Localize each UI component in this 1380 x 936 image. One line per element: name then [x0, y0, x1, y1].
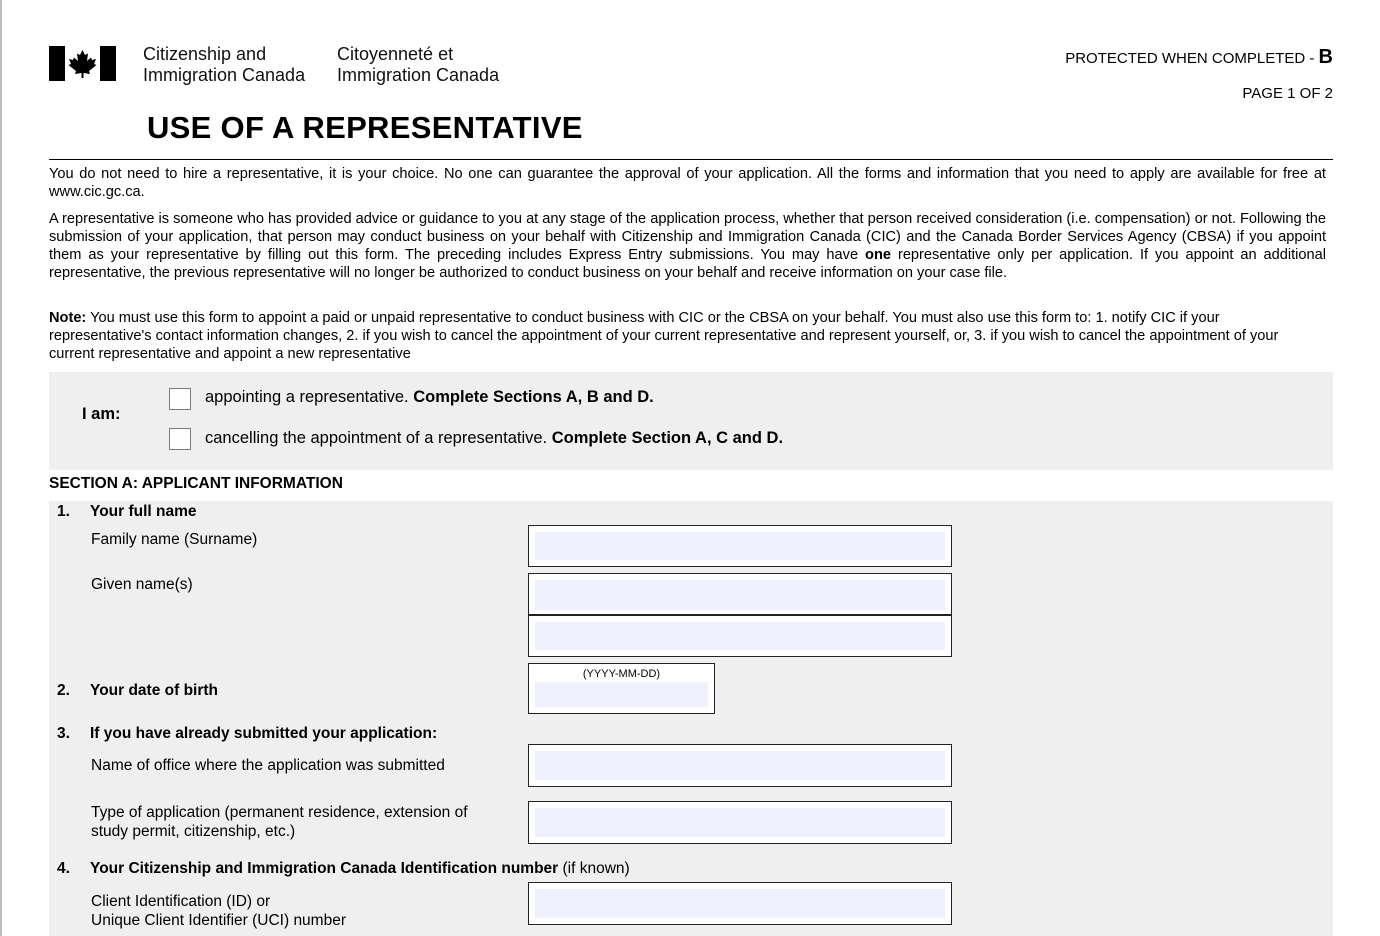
q3-number: 3. [57, 725, 70, 742]
q3-title: If you have already submitted your application: [90, 725, 438, 742]
client-id-label-line1: Client Identification (ID) or [91, 893, 271, 910]
family-name-field [528, 525, 952, 567]
application-type-label [91, 803, 468, 841]
application-type-input[interactable] [535, 808, 945, 837]
applicant-choice-panel [49, 372, 1333, 470]
option1-bold: Complete Sections A, B and D. [413, 388, 654, 406]
intro-paragraph-2 [49, 210, 1326, 282]
title-divider [49, 159, 1333, 160]
cancelling-option-label [205, 429, 783, 448]
q4-title-suffix: (if known) [558, 860, 630, 877]
client-id-label [91, 892, 346, 930]
client-id-input[interactable] [535, 889, 945, 918]
dob-format-hint: (YYYY-MM-DD) [582, 668, 661, 680]
option2-text: cancelling the appointment of a representative. [205, 429, 552, 447]
dept-fr-line2: Immigration Canada [337, 65, 500, 85]
q4-title-text: Your Citizenship and Immigration Canada Identification number [90, 860, 559, 877]
para2-bold: one [865, 247, 891, 263]
page-indicator: PAGE 1 OF 2 [1242, 85, 1333, 102]
q4-title [90, 860, 630, 878]
section-a-heading: SECTION A: APPLICANT INFORMATION [49, 475, 343, 492]
office-label: Name of office where the application was submitted [91, 757, 445, 774]
client-id-label-line2: Unique Client Identifier (UCI) number [91, 912, 346, 929]
office-field [528, 744, 952, 787]
q4-number: 4. [57, 860, 70, 877]
given-names-input-2[interactable] [535, 622, 945, 650]
dept-en-line1: Citizenship and [143, 44, 267, 64]
application-type-field [528, 801, 952, 844]
given-names-label: Given name(s) [91, 576, 193, 593]
page-left-edge [0, 0, 2, 936]
app-type-label-line1: Type of application (permanent residence, extension of [91, 804, 468, 821]
protected-notice [1065, 46, 1333, 69]
app-type-label-line2: study permit, citizenship, etc.) [91, 823, 296, 840]
q1-title: Your full name [90, 503, 197, 520]
form-title: USE OF A REPRESENTATIVE [147, 110, 583, 145]
para2-part-b: representative only per application. If you appoint an additional representative, the previous representative will no longer be authorized to conduct business on your behalf and receive information on your case file. [49, 247, 1326, 281]
q2-title: Your date of birth [90, 682, 219, 699]
client-id-field [528, 882, 952, 925]
protected-level: B [1318, 46, 1333, 68]
given-names-field [528, 573, 952, 657]
date-of-birth-input[interactable] [535, 682, 708, 707]
appointing-checkbox[interactable] [169, 388, 191, 410]
note-text: You must use this form to appoint a paid or unpaid representative to conduct business with CIC or the CBSA on your behalf. You must also use this form to: 1. notify CIC if your representative's contact information changes, 2. if you wish to cancel the appointment of your current representative and represent yourself, or, 3. if you wish to cancel the appointment of your current representative and appoint a new representative [49, 310, 1279, 362]
dept-fr-line1: Citoyenneté et [337, 44, 454, 64]
option2-bold: Complete Section A, C and D. [551, 429, 784, 447]
office-input[interactable] [535, 751, 945, 780]
intro-paragraph-1: You do not need to hire a representative, it is your choice. No one can guarantee the approval of your application. All the forms and information that you need to apply are available for free at www.cic.gc.ca. [49, 166, 1326, 200]
cancelling-checkbox[interactable] [169, 428, 191, 450]
family-name-label: Family name (Surname) [91, 531, 258, 548]
protected-label: PROTECTED WHEN COMPLETED - [1065, 50, 1319, 67]
q1-number: 1. [57, 503, 70, 520]
q2-number: 2. [57, 682, 70, 699]
given-names-input-1[interactable] [535, 580, 945, 610]
note-paragraph [49, 309, 1326, 363]
given-names-divider [529, 614, 951, 616]
department-name-english [143, 44, 305, 86]
note-label: Note: [49, 310, 87, 326]
department-name-french [337, 44, 499, 86]
dept-en-line2: Immigration Canada [143, 65, 306, 85]
para2-part-a: A representative is someone who has provided advice or guidance to you at any stage of the application process, whether that person received consideration (i.e. compensation) or not. Following the submission of your application, that person may conduct business on your behalf with Citizenship and Immigration Canada (CIC) and the Canada Border Services Agency (CBSA) if you appoint them as your representative by filling out this form. The preceding includes Express Entry submissions. You may have [49, 211, 1326, 263]
canada-flag-icon [49, 46, 116, 81]
appointing-option-label [205, 388, 654, 407]
option1-text: appointing a representative. [205, 388, 414, 406]
family-name-input[interactable] [535, 532, 945, 560]
i-am-label: I am: [82, 405, 121, 423]
date-of-birth-field [528, 663, 715, 714]
